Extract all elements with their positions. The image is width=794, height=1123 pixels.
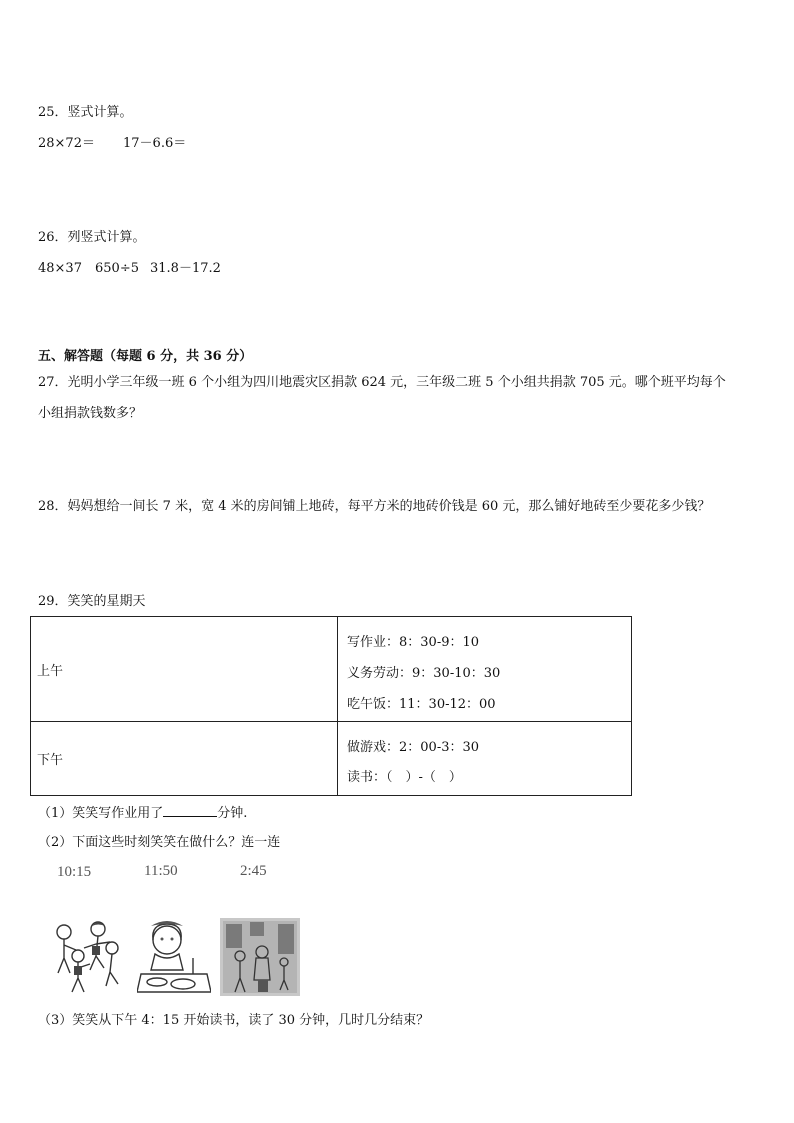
morning-item: 写作业：8：30-9：10 (347, 635, 480, 650)
child-eating-picture (137, 918, 211, 996)
reading-scene-picture (220, 918, 300, 996)
q29-title: 29．笑笑的星期天 (38, 594, 146, 609)
morning-item: 吃午饭：11：30-12：00 (347, 697, 496, 712)
q29-sub-2: （2）下面这些时刻笑笑在做什么？连一连 (38, 835, 281, 850)
q26-expr-1: 48×37 (38, 261, 82, 276)
q28-text: 28．妈妈想给一间长 7 米，宽 4 米的房间铺上地砖，每平方米的地砖价钱是 60 元，那么铺好地砖至少要花多少钱？ (38, 499, 711, 514)
afternoon-item: 读书：（ ）-（ ） (347, 770, 462, 785)
afternoon-label: 下午 (31, 722, 338, 796)
time-label: 11:50 (144, 863, 178, 879)
q26-title: 26．列竖式计算。 (38, 230, 146, 245)
sub1-suffix: 分钟. (217, 806, 248, 821)
q25-expr-1: 28×72＝ (38, 136, 95, 151)
q27-line-2: 小组捐款钱数多？ (38, 406, 143, 421)
q25-title: 25．竖式计算。 (38, 105, 133, 120)
children-playing-picture (50, 918, 126, 996)
q27-line-1: 27．光明小学三年级一班 6 个小组为四川地震灾区捐款 624 元，三年级二班 5 个小组共捐款 705 元。哪个班平均每个 (38, 375, 726, 390)
q25-expr-2: 17－6.6＝ (123, 136, 187, 151)
schedule-table (30, 616, 632, 796)
answer-blank[interactable] (163, 804, 217, 817)
time-label: 2:45 (240, 863, 267, 879)
q26-expr-2: 650÷5 (95, 261, 139, 276)
time-label: 10:15 (57, 864, 92, 880)
q29-sub-3: （3）笑笑从下午 4：15 开始读书，读了 30 分钟，几时几分结束？ (38, 1013, 430, 1028)
q26-expr-3: 31.8－17.2 (150, 261, 221, 276)
section-title: 五、解答题（每题 6 分，共 36 分） (38, 349, 253, 364)
afternoon-item: 做游戏：2：00-3：30 (347, 740, 480, 755)
morning-item: 义务劳动：9：30-10：30 (347, 666, 501, 681)
morning-items (338, 617, 632, 722)
morning-label: 上午 (31, 617, 338, 722)
q29-sub-1 (38, 804, 247, 822)
afternoon-items (338, 722, 632, 796)
sub1-prefix: （1）笑笑写作业用了 (38, 806, 164, 821)
